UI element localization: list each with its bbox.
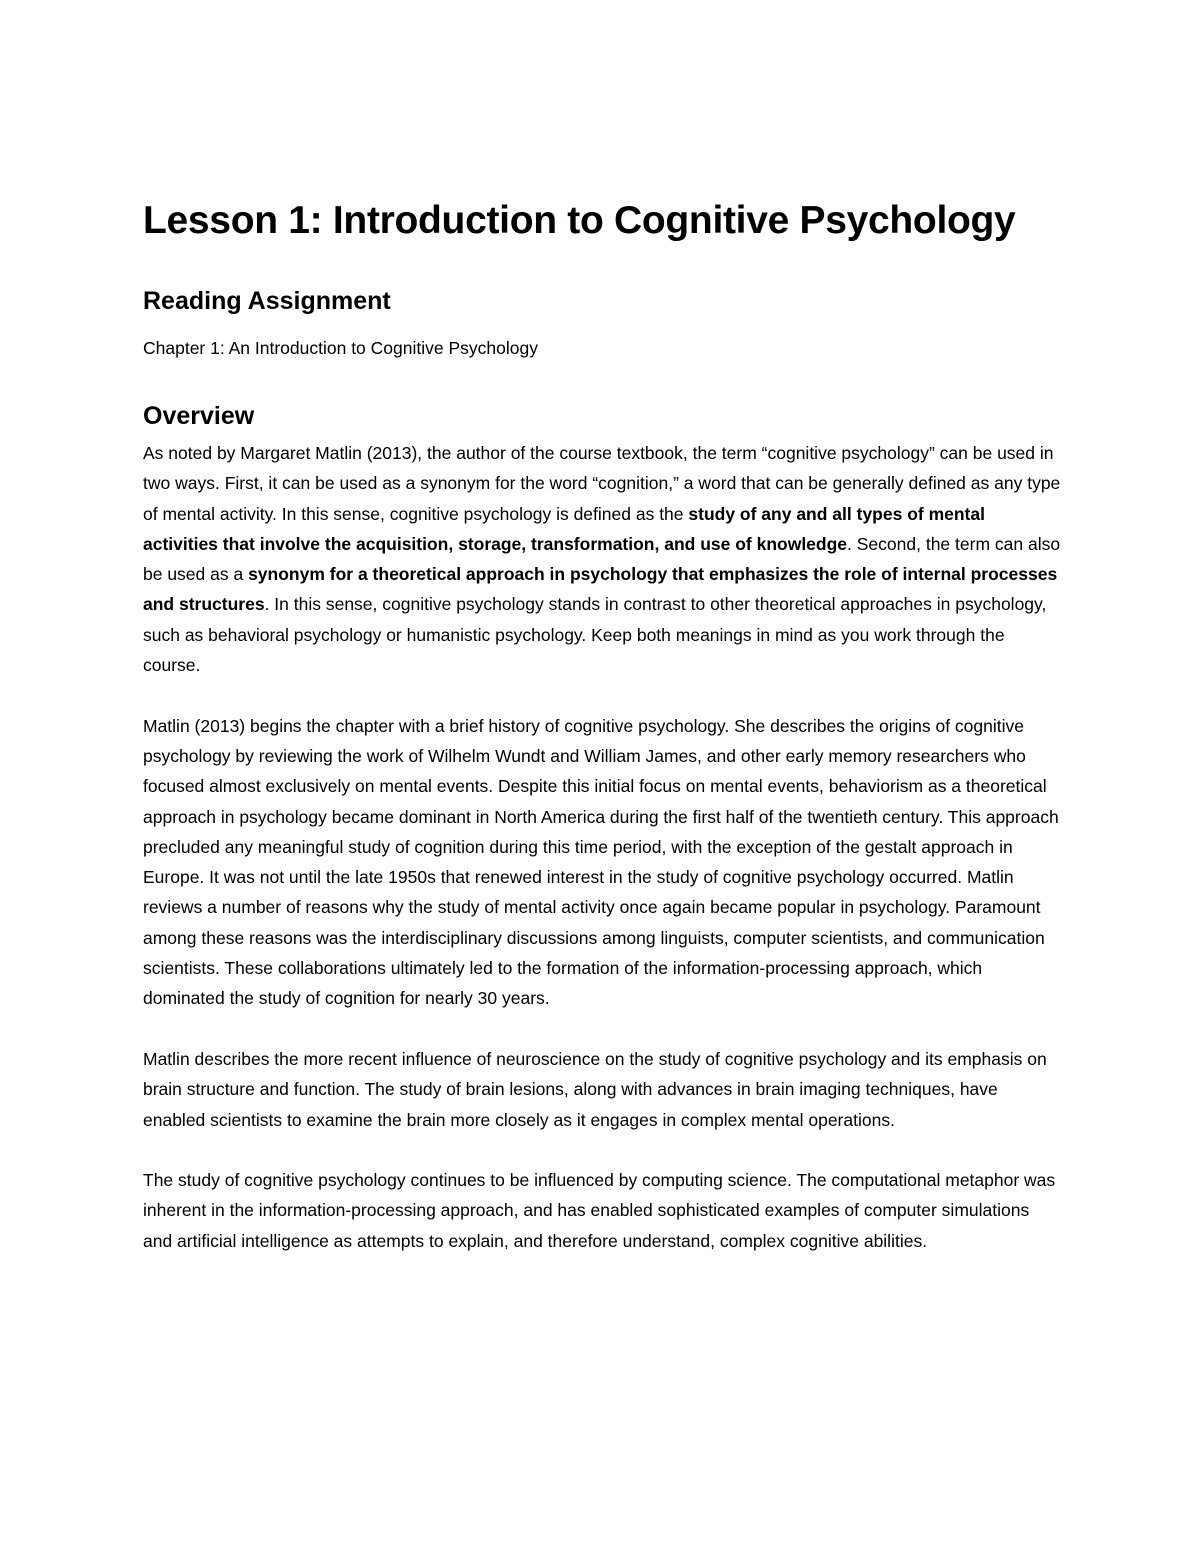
text-segment: . In this sense, cognitive psychology stands in contrast to other theoretical approaches in psychology, such as behavioral psychology or humanistic psychology. Keep both meanings in mind as you work through the course.	[143, 594, 1047, 676]
overview-paragraph	[143, 1044, 1063, 1135]
bold-text-segment: study of any and all types of mental activities that involve the acquisition, storage, transformation, and use of knowledge	[143, 503, 985, 554]
text-segment: The study of cognitive psychology continues to be influenced by computing science. The computational metaphor was inherent in the information-processing approach, and has enabled sophisticated examples of computer simulations and artificial intelligence as attempts to explain, and therefore understand, complex cognitive abilities.	[143, 1170, 1056, 1251]
overview-paragraph	[143, 1165, 1063, 1256]
lesson-title: Lesson 1: Introduction to Cognitive Psychology	[143, 199, 1016, 242]
overview-heading: Overview	[143, 402, 255, 430]
overview-paragraph	[143, 711, 1063, 1014]
text-segment: . Second, the term can also be used as a	[143, 533, 1061, 585]
reading-assignment-heading: Reading Assignment	[143, 287, 391, 315]
text-segment: Matlin (2013) begins the chapter with a brief history of cognitive psychology. She describes the origins of cognitive psychology by reviewing the work of Wilhelm Wundt and William James, and other early memory researchers who focused almost exclusively on mental events. Despite this initial focus on mental events, behaviorism as a theoretical approach in psychology became dominant in North America during the first half of the twentieth century. This approach precluded any meaningful study of cognition during this time period, with the exception of the gestalt approach in Europe. It was not until the late 1950s that renewed interest in the study of cognitive psychology occurred. Matlin reviews a number of reasons why the study of mental activity once again became popular in psychology. Paramount among these reasons was the interdisciplinary discussions among linguists, computer scientists, and communication scientists. These collaborations ultimately led to the formation of the information-processing approach, which dominated the study of cognition for nearly 30 years.	[143, 715, 1059, 1009]
chapter-reference: Chapter 1: An Introduction to Cognitive Psychology	[143, 338, 538, 358]
text-segment: As noted by Margaret Matlin (2013), the author of the course textbook, the term “cognitive psychology” can be used in two ways. First, it can be used as a synonym for the word “cognition,” a word that can be generally defined as any type of mental activity. In this sense, cognitive psychology is defined as the	[143, 443, 1061, 524]
overview-body	[143, 438, 1063, 1256]
overview-paragraph	[143, 438, 1063, 680]
document-content	[143, 190, 1063, 1256]
text-segment: Matlin describes the more recent influence of neuroscience on the study of cognitive psychology and its emphasis on brain structure and function. The study of brain lesions, along with advances in brain imaging techniques, have enabled scientists to examine the brain more closely as it engages in complex mental operations.	[143, 1048, 1047, 1130]
bold-text-segment: synonym for a theoretical approach in psychology that emphasizes the role of internal processes and structures	[143, 564, 1058, 615]
